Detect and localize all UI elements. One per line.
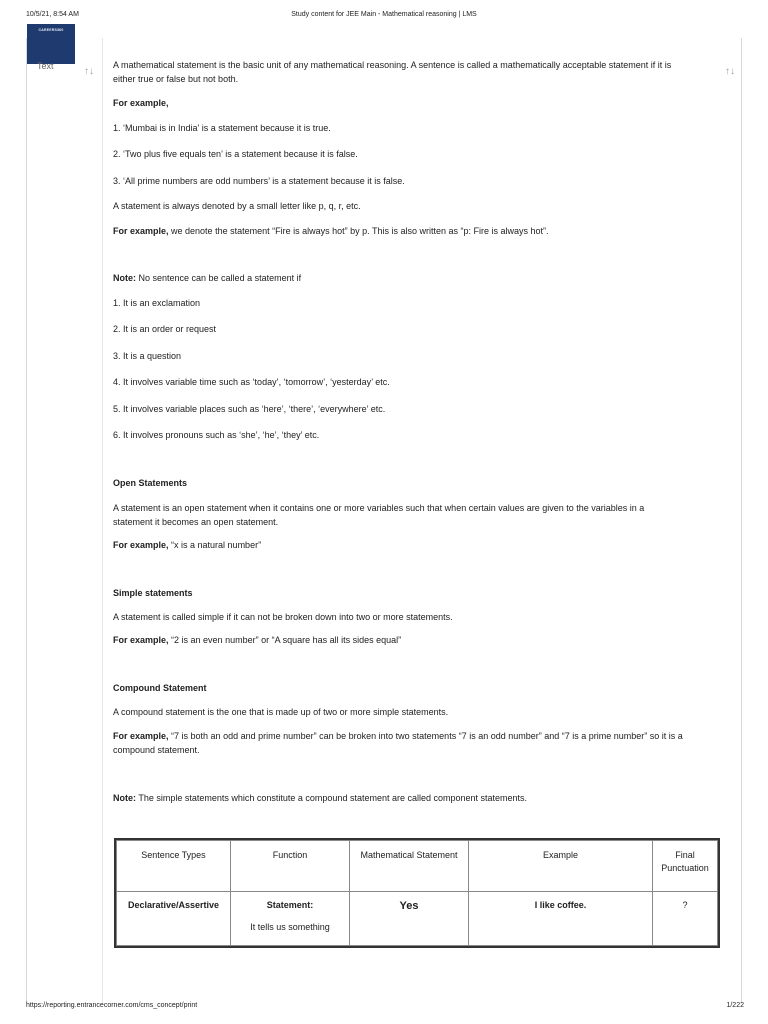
table-header-cell: Sentence Types (117, 841, 231, 892)
not-statement-4: 4. It involves variable time such as ‘today’, ‘tomorrow’, ‘yesterday’ etc. (113, 377, 390, 387)
function-title: Statement: (266, 900, 314, 910)
page-number: 1/222 (726, 1002, 744, 1009)
note-2-text: The simple statements which constitute a compound statement are called component statements. (136, 793, 528, 803)
print-url: https://reporting.entrancecorner.com/cms_concept/print (26, 1002, 198, 1009)
for-example-label: For example, (113, 731, 169, 741)
content-type-label: Text (37, 61, 54, 71)
note-label: Note: (113, 793, 136, 803)
logo-text: CAREERS360 (38, 28, 64, 32)
note-text: No sentence can be called a statement if (136, 273, 302, 283)
punctuation-cell: ? (653, 892, 718, 946)
function-desc: It tells us something (250, 922, 330, 932)
example-item-2: 2. ‘Two plus five equals ten’ is a statement because it is false. (113, 149, 358, 159)
note-1 (113, 271, 725, 285)
math-statement-cell: Yes (350, 892, 469, 946)
open-text-line-1: A statement is an open statement when it contains one or more variables such that when certain values are given to the variables in a (113, 503, 645, 513)
for-example-label: For example, (113, 226, 169, 236)
open-example-text: “x is a natural number” (168, 540, 262, 550)
not-statement-3: 3. It is a question (113, 351, 182, 361)
site-logo[interactable] (27, 24, 75, 64)
example-item-3: 3. ‘All prime numbers are odd numbers’ is a statement because it is false. (113, 176, 405, 186)
table-header-cell: Final Punctuation (653, 841, 718, 892)
not-statement-5: 5. It involves variable places such as ‘here’, ‘there’, ‘everywhere’ etc. (113, 404, 386, 414)
intro-line-1: A mathematical statement is the basic unit of any mathematical reasoning. A sentence is called a mathematically acceptable statement if it is (113, 60, 672, 70)
note-label: Note: (113, 273, 136, 283)
function-cell (231, 892, 350, 946)
open-text-line-2: statement it becomes an open statement. (113, 517, 279, 527)
for-example-label: For example, (113, 540, 169, 550)
not-statement-2: 2. It is an order or request (113, 324, 217, 334)
sort-arrows-icon-right[interactable]: ↑↓ (725, 66, 735, 77)
sentence-type-cell: Declarative/Assertive (117, 892, 231, 946)
sidebar-divider (102, 38, 103, 1003)
not-statement-6: 6. It involves pronouns such as ‘she’, ‘he’, ‘they’ etc. (113, 430, 320, 440)
simple-text: A statement is called simple if it can not be broken down into two or more statements. (113, 612, 453, 622)
for-example-heading: For example, (113, 98, 169, 108)
sort-arrows-icon[interactable]: ↑↓ (84, 66, 94, 77)
compound-example-text: “7 is both an odd and prime number” can be broken into two statements “7 is an odd number” and “7 is a prime number” so it is a (168, 731, 683, 741)
denoted-text: A statement is always denoted by a small letter like p, q, r, etc. (113, 201, 361, 211)
table-header-cell: Function (231, 841, 350, 892)
for-example-label: For example, (113, 635, 169, 645)
table-header-cell: Example (469, 841, 653, 892)
simple-example (113, 633, 725, 647)
note-2 (113, 791, 725, 805)
page-right-border (741, 38, 742, 1003)
print-title: Study content for JEE Main - Mathematical reasoning | LMS (291, 11, 477, 18)
sentence-types-table (114, 838, 720, 948)
compound-statement-heading: Compound Statement (113, 683, 207, 693)
open-example (113, 538, 725, 552)
table-row (117, 892, 718, 946)
open-statements-heading: Open Statements (113, 478, 188, 488)
simple-example-text: “2 is an even number” or “A square has all its sides equal” (168, 635, 402, 645)
table-header-row (117, 841, 718, 892)
denote-example-text: we denote the statement “Fire is always hot” by p. This is also written as “p: Fire is always hot”. (168, 226, 549, 236)
not-statement-1: 1. It is an exclamation (113, 298, 201, 308)
compound-text: A compound statement is the one that is made up of two or more simple statements. (113, 707, 449, 717)
compound-example-line-1 (113, 729, 725, 743)
page-left-border (26, 38, 27, 1003)
compound-example-line-2: compound statement. (113, 745, 200, 755)
print-datetime: 10/5/21, 8:54 AM (26, 11, 79, 18)
simple-statements-heading: Simple statements (113, 588, 193, 598)
example-cell: I like coffee. (469, 892, 653, 946)
table-header-cell: Mathematical Statement (350, 841, 469, 892)
example-item-1: 1. ‘Mumbai is in India’ is a statement because it is true. (113, 123, 331, 133)
intro-line-2: either true or false but not both. (113, 74, 239, 84)
denote-example (113, 224, 725, 238)
